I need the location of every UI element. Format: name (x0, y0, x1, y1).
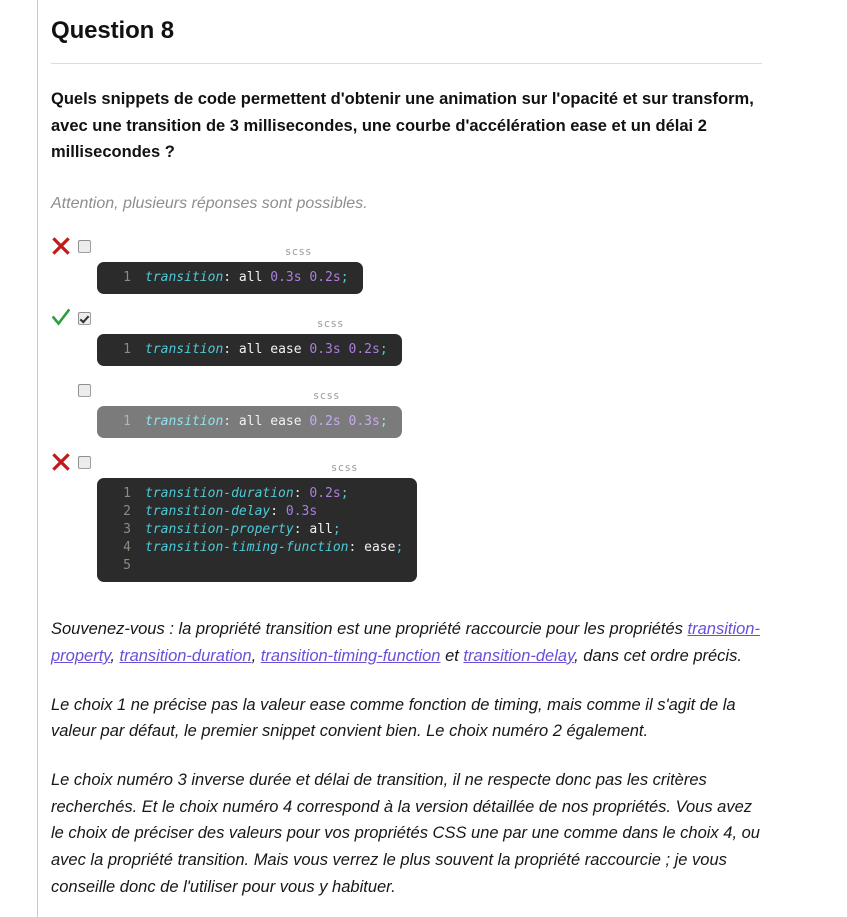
answer-choice[interactable] (51, 308, 763, 366)
code-token-number: 0.3s (278, 504, 318, 520)
code-language-label: scss (285, 246, 312, 259)
code-line-number: 3 (123, 522, 131, 538)
explanation-text: et (440, 646, 464, 665)
property-reference-link[interactable]: transition-property (51, 620, 760, 665)
code-token-value: all ease (231, 342, 310, 358)
explanation-text: , (110, 646, 120, 665)
code-language-label: scss (317, 318, 344, 331)
code-token-property: transition-delay (145, 504, 271, 520)
choice-checkbox[interactable] (78, 456, 91, 469)
explanation-text: Le choix numéro 3 inverse durée et délai de transition, il ne respecte donc pas les critères recherchés. Et le choix numéro 4 correspond à la version détaillée de nos propriétés. Vous avez le choix de préciser des valeurs pour vos propriétés CSS une par une comme dans le choix 4, ou avec la propriété transition. Mais vous verrez le plus souvent la propriété raccourcie ; je vous conseille donc de l'utiliser pour vous y habituer. (51, 771, 760, 896)
choice-checkbox[interactable] (78, 312, 91, 325)
explanation-text: Le choix 1 ne précise pas la valeur ease comme fonction de timing, mais comme il s'agit de la valeur par défaut, le premier snippet convient bien. Le choix numéro 2 également. (51, 695, 736, 741)
property-reference-link[interactable]: transition-delay (463, 646, 575, 665)
code-line-number: 1 (123, 414, 131, 430)
code-line (109, 269, 349, 287)
explanation-paragraph (51, 616, 763, 669)
code-line (109, 413, 388, 431)
code-line (109, 521, 403, 539)
cross-icon (51, 452, 73, 472)
code-token-value: all (301, 522, 333, 538)
choice-checkbox[interactable] (78, 240, 91, 253)
code-token-punctuation: : (293, 486, 302, 502)
code-empty-line (145, 558, 153, 573)
property-reference-link[interactable]: transition-duration (119, 646, 252, 665)
page-title: Question 8 (51, 17, 175, 44)
code-line-number: 1 (123, 486, 131, 502)
answer-choice[interactable] (51, 380, 763, 438)
explanation-text: , dans cet ordre précis. (574, 646, 742, 665)
code-snippet[interactable] (97, 334, 402, 366)
code-token-semicolon: ; (340, 486, 349, 502)
code-line-number: 1 (123, 270, 131, 286)
code-snippet[interactable] (97, 406, 402, 438)
code-line-number: 2 (123, 504, 131, 520)
code-token-punctuation: : (223, 270, 232, 286)
choice-header (51, 236, 763, 259)
explanation-paragraph (51, 767, 763, 901)
code-line (109, 341, 388, 359)
code-token-property: transition-duration (145, 486, 294, 502)
answer-choice[interactable] (51, 236, 763, 294)
code-token-number: 0.2s 0.3s (309, 414, 380, 430)
code-token-property: transition (145, 414, 224, 430)
cross-icon (51, 236, 73, 256)
property-reference-link[interactable]: transition-timing-function (260, 646, 441, 665)
explanation-paragraph (51, 692, 763, 745)
code-token-property: transition-timing-function (145, 540, 349, 556)
code-line (109, 485, 403, 503)
code-snippet[interactable] (97, 478, 417, 582)
code-token-semicolon: ; (340, 270, 349, 286)
choice-header (51, 380, 763, 403)
code-token-punctuation: : (293, 522, 302, 538)
code-token-semicolon: ; (379, 414, 388, 430)
choice-header (51, 452, 763, 475)
code-token-number: 0.2s (301, 486, 341, 502)
code-line-number: 1 (123, 342, 131, 358)
code-token-number: 0.3s 0.2s (270, 270, 341, 286)
code-line-number: 4 (123, 540, 131, 556)
question-hint: Attention, plusieurs réponses sont possibles. (51, 195, 368, 213)
question-prompt: Quels snippets de code permettent d'obtenir une animation sur l'opacité et sur transform, avec une transition de 3 millisecondes, une courbe d'accélération ease et un délai 2 millisecondes ? (51, 90, 754, 162)
check-icon (51, 308, 73, 328)
answer-choices-list (51, 236, 763, 582)
explanation-text: , (251, 646, 261, 665)
choice-checkbox[interactable] (78, 384, 91, 397)
code-token-punctuation: : (348, 540, 357, 556)
code-token-punctuation: : (270, 504, 279, 520)
code-token-punctuation: : (223, 342, 232, 358)
code-token-property: transition (145, 270, 224, 286)
left-border-rule (37, 0, 38, 917)
choice-header (51, 308, 763, 331)
code-token-property: transition (145, 342, 224, 358)
code-line (109, 539, 403, 557)
title-divider (51, 63, 762, 64)
question-content (51, 0, 763, 901)
code-token-punctuation: : (223, 414, 232, 430)
explanation-block (51, 616, 763, 900)
no-result-icon (51, 380, 73, 400)
code-token-number: 0.3s 0.2s (309, 342, 380, 358)
explanation-text: Souvenez-vous : la propriété transition est une propriété raccourcie pour les propriétés (51, 620, 688, 639)
code-line (109, 557, 403, 575)
code-language-label: scss (313, 390, 340, 403)
code-token-value: all (231, 270, 271, 286)
code-token-value: ease (356, 540, 396, 556)
code-token-semicolon: ; (379, 342, 388, 358)
code-token-property: transition-property (145, 522, 294, 538)
code-token-semicolon: ; (332, 522, 341, 538)
code-line (109, 503, 403, 521)
code-token-semicolon: ; (395, 540, 404, 556)
code-line-number: 5 (123, 558, 131, 574)
code-token-value: all ease (231, 414, 310, 430)
answer-choice[interactable] (51, 452, 763, 582)
code-snippet[interactable] (97, 262, 363, 294)
code-language-label: scss (331, 462, 358, 475)
